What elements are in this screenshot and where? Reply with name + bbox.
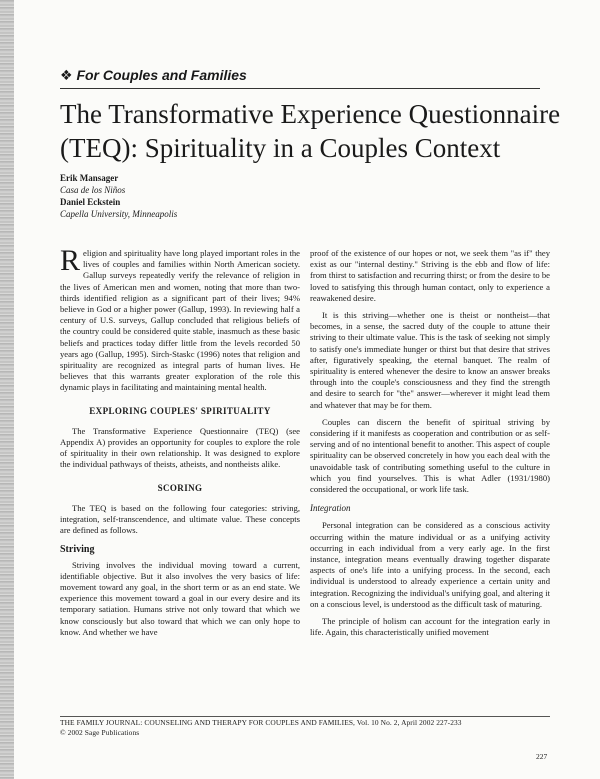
copyright: © 2002 Sage Publications <box>60 728 140 737</box>
author-affiliation: Casa de los Niños <box>60 185 126 195</box>
integration-paragraph: Personal integration can be considered as a conscious activity occurring within the mature individual or as a unifying activity occurring in each individual from a very early age. In the first instance, integration means eventually drawing together disparate aspects of one's life into a unifying process. In the second, each individual is understood to already experience a certain unity and integration. Recognizing the individual's unifying goal, and altering it on a conscious level, is understood as the difficult task of maturing. <box>310 520 550 609</box>
right-column <box>310 248 550 645</box>
author-affiliation: Capella University, Minneapolis <box>60 209 178 219</box>
footer-rule <box>60 716 550 717</box>
holism-paragraph: The principle of holism can account for the integration early in life. Again, this characteristically unified movement <box>310 616 550 638</box>
scoring-paragraph: The TEQ is based on the following four categories: striving, integration, self-transcendence, and ultimate value. These concepts are defined as follows. <box>60 502 300 536</box>
intro-text: eligion and spirituality have long played important roles in the lives of couples and families within North American society. Gallup surveys repeatedly verify the relevance of religion in the lives of American men and women, noting that more than two-thirds identified religion as a significant part of their lives; 94% believe in God or a higher power (Gallup, 1993). In reviewing half a century of U.S. surveys, Gallup concluded that religious beliefs of the country could be considered quite stable, inasmuch as these basic beliefs and practices today differ little from the levels recorded 50 years ago (Gallup, 1995). Sirch-Staskc (1996) notes that religion and spirituality are recognized as integral parts of human lives. He believes that this warrants greater exploration of the role this dynamic plays in facilitating and maintaining mental health. <box>60 248 300 393</box>
article-title: The Transformative Experience Questionnaire (TEQ): Spirituality in a Couples Context <box>60 99 561 163</box>
footer <box>60 718 550 738</box>
intro-paragraph <box>60 244 300 394</box>
subhead-integration: Integration <box>310 503 351 514</box>
couples-discern-paragraph: Couples can discern the benefit of spiritual striving by considering if it manifests as cooperation and contribution or as self-serving and of no intentional benefit to another. This aspect of couple spirituality can be observed concretely in how you each deal with the unavoidable task of contributing something useful to the culture in which you find yourselves. This is what Adler (1931/1980) considered the occupational, or work life task. <box>310 416 550 495</box>
drop-cap: R <box>60 244 81 277</box>
diamond-bullet-icon: ❖ <box>60 67 73 83</box>
journal-citation: THE FAMILY JOURNAL: COUNSELING AND THERAPY FOR COUPLES AND FAMILIES, Vol. 10 No. 2, April 2002 227-233 <box>60 718 462 727</box>
author-name: Daniel Eckstein <box>60 197 121 207</box>
striving-sacred-paragraph: It is this striving—whether one is theist or nontheist—that becomes, in a sense, the sacred duty of the couple to attune their striving to their ultimate value. This is the task of seeking not simply to satisfy one's immediate hunger or thirst but that desire that strives after, figuratively speaking, the eternal banquet. The realm of spirituality is entered whenever the desire to know an answer breaks through into the couple's consciousness and they find the strength and desire to search for "the" answer—wherever it might lead them and whatever that may be for them. <box>310 310 550 410</box>
page-number: 227 <box>536 752 548 761</box>
section-label-text: For Couples and Families <box>76 67 247 83</box>
heading-exploring: EXPLORING COUPLES' SPIRITUALITY <box>89 405 271 416</box>
striving-continued-paragraph: proof of the existence of our hopes or not, we seek them "as if" they exist as our "internal destiny." Striving is the ebb and flow of life: from thirst to satisfaction and recurring thirst; or from the desire to be loved to satisfying this through human contact, only to experience a reawakened desire. <box>310 248 550 303</box>
striving-paragraph: Striving involves the individual moving toward a current, identifiable objective. But it also involves the very basics of life: movement toward any goal, in the short term or as an end state. We experience this movement toward a goal in our every desire and its temporary satiation. Humans strive not only toward that which we know consciously but also toward that which we can only hope to know. And whether we have <box>60 559 300 637</box>
author-block <box>60 172 177 220</box>
subhead-striving: Striving <box>60 544 95 556</box>
scan-edge <box>0 0 14 779</box>
section-label <box>60 67 247 84</box>
header-rule <box>60 88 540 89</box>
heading-scoring: SCORING <box>157 482 203 493</box>
left-column <box>60 244 300 644</box>
author-name: Erik Mansager <box>60 173 119 183</box>
exploring-paragraph: The Transformative Experience Questionnaire (TEQ) (see Appendix A) provides an opportunity for couples to explore the role of spirituality in their own relationship. It was designed to explore the individual pathways of theists, atheists, and nontheists alike. <box>60 425 300 470</box>
